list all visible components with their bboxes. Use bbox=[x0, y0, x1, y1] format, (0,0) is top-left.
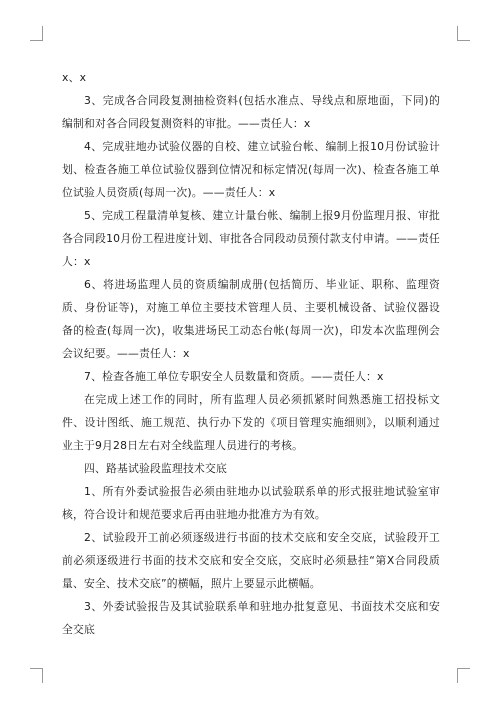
paragraph: 3、外委试验报告及其试验联系单和驻地办批复意见、书面技术交底和安全交底 bbox=[62, 600, 440, 636]
crop-mark-top-right bbox=[457, 26, 470, 41]
paragraph: 在完成上述工作的同时，所有监理人员必须抓紧时间熟悉施工招投标文件、设计图纸、施工规范、执行办下发的《项目管理实施细则》，以顺利通过业主于9月28日左右对全线监理人员进行的考核。 bbox=[62, 393, 440, 452]
paragraph: 7、检查各施工单位专职安全人员数量和资质。——责任人：x bbox=[84, 370, 384, 383]
paragraph: 6、将进场监理人员的资质编制成册(包括简历、毕业证、职称、监理资质、身份证等)，对施工单位主要技术管理人员、主要机械设备、试验仪器设备的检查(每周一次)，收集进场民工动态台帐(每周一次)，印发本次监理例会会议纪要。——责任人：x bbox=[62, 278, 440, 360]
paragraph: 4、完成驻地办试验仪器的自校、建立试验台帐、编制上报10月份试验计划、检查各施工单位试验仪器到位情况和标定情况(每周一次)、检查各施工单位试验人员资质(每周一次)。——责任人：x bbox=[62, 140, 440, 199]
crop-mark-bottom-left bbox=[30, 668, 43, 683]
paragraph: 5、完成工程量清单复核、建立计量台帐、编制上报9月份监理月报、审批各合同段10月份工程进度计划、审批各合同段动员预付款支付申请。——责任人：x bbox=[62, 209, 440, 268]
crop-mark-top-left bbox=[30, 26, 43, 41]
paragraph: 3、完成各合同段复测抽检资料(包括水准点、导线点和原地面，下同)的编制和对各合同段复测资料的审批。——责任人：x bbox=[62, 94, 440, 130]
document-body bbox=[62, 66, 440, 641]
paragraph: 1、所有外委试验报告必须由驻地办以试验联系单的形式报驻地试验室审核，符合设计和规范要求后再由驻地办批准方为有效。 bbox=[62, 485, 440, 521]
paragraph: 2、试验段开工前必须逐级进行书面的技术交底和安全交底，试验段开工前必须逐级进行书面的技术交底和安全交底，交底时必须悬挂“第X合同段质量、安全、技术交底”的横幅，照片上要显示此横幅。 bbox=[62, 531, 440, 590]
paragraph: x、x bbox=[62, 71, 87, 84]
section-heading: 四、路基试验段监理技术交底 bbox=[84, 462, 227, 475]
crop-mark-bottom-right bbox=[457, 668, 470, 683]
